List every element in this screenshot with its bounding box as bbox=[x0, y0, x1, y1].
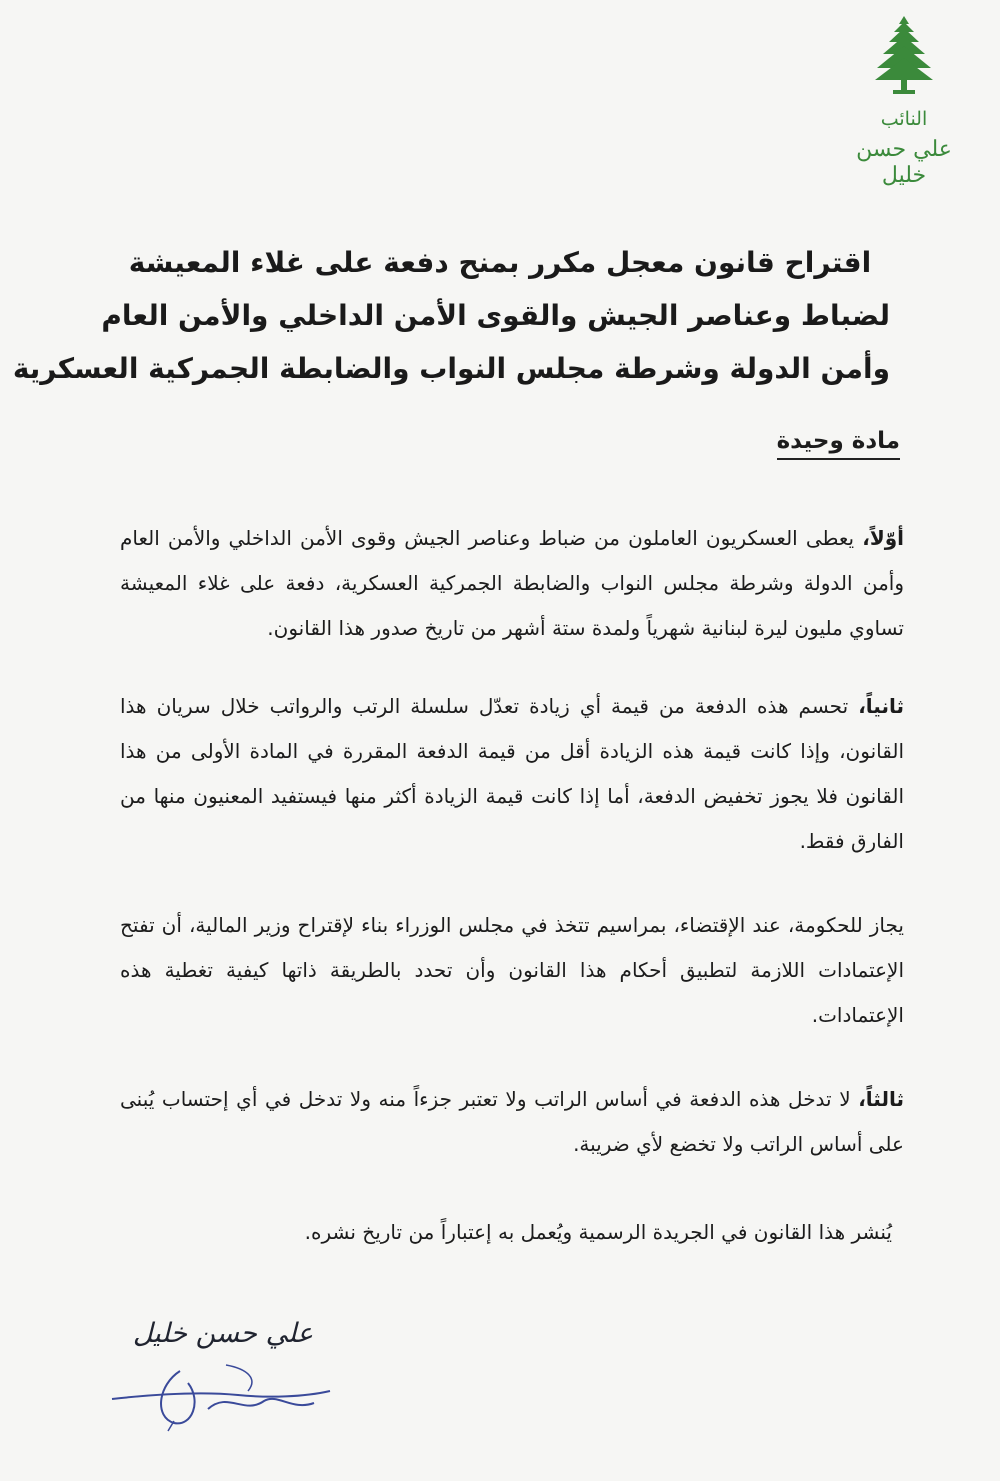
paragraph-second bbox=[120, 684, 904, 864]
paragraph-lead: ثالثاً، bbox=[858, 1087, 904, 1111]
article-heading: مادة وحيدة bbox=[777, 428, 900, 460]
letterhead bbox=[844, 14, 964, 190]
letterhead-title: النائب bbox=[880, 108, 928, 130]
paragraph-lead: ثانياً، bbox=[858, 694, 904, 718]
paragraph-lead: أوّلاً، bbox=[862, 526, 904, 550]
title-line: لضباط وعناصر الجيش والقوى الأمن الداخلي والأمن العام bbox=[101, 299, 890, 332]
paragraph-first bbox=[120, 516, 904, 651]
signature-block bbox=[108, 1318, 338, 1441]
handwritten-signature-icon bbox=[108, 1351, 338, 1441]
document-title bbox=[12, 236, 890, 395]
cedar-emblem-icon bbox=[873, 14, 935, 98]
paragraph-text: لا تدخل هذه الدفعة في أساس الراتب ولا تعتبر جزءاً منه ولا تدخل في أي إحتساب يُبنى على أساس الراتب ولا تخضع لأي ضريبة. bbox=[120, 1087, 904, 1156]
paragraph-appropriations bbox=[120, 903, 904, 1038]
title-line: اقتراح قانون معجل مكرر بمنح دفعة على غلاء المعيشة bbox=[128, 246, 872, 279]
signature-name: علي حسن خليل bbox=[132, 1318, 314, 1349]
paragraph-publication bbox=[120, 1210, 892, 1255]
paragraph-third bbox=[120, 1077, 904, 1167]
paragraph-text: يعطى العسكريون العاملون من ضباط وعناصر الجيش وقوى الأمن الداخلي والأمن العام وأمن الدولة وشرطة مجلس النواب والضابطة الجمركية العسكرية، دفعة على غلاء المعيشة تساوي مليون ليرة لبنانية شهرياً ولمدة ستة أشهر من تاريخ صدور هذا القانون. bbox=[120, 526, 904, 640]
paragraph-text: يجاز للحكومة، عند الإقتضاء، بمراسيم تتخذ في مجلس الوزراء بناء لإقتراح وزير المالية، أن تفتح الإعتمادات اللازمة لتطبيق أحكام هذا القانون وأن تحدد بالطريقة ذاتها كيفية تغطية هذه الإعتمادات. bbox=[120, 913, 904, 1027]
letterhead-name: علي حسن خليل bbox=[856, 136, 952, 189]
paragraph-text: يُنشر هذا القانون في الجريدة الرسمية ويُعمل به إعتباراً من تاريخ نشره. bbox=[304, 1220, 892, 1244]
title-line: وأمن الدولة وشرطة مجلس النواب والضابطة الجمركية العسكرية bbox=[12, 352, 890, 385]
paragraph-text: تحسم هذه الدفعة من قيمة أي زيادة تعدّل سلسلة الرتب والرواتب خلال سريان هذا القانون، وإذا كانت قيمة هذه الزيادة أقل من قيمة الدفعة المقررة في المادة الأولى من هذا القانون فلا يجوز تخفيض الدفعة، أما إذا كانت قيمة الزيادة أكثر منها فيستفيد المعنيون منها من الفارق فقط. bbox=[120, 694, 904, 853]
